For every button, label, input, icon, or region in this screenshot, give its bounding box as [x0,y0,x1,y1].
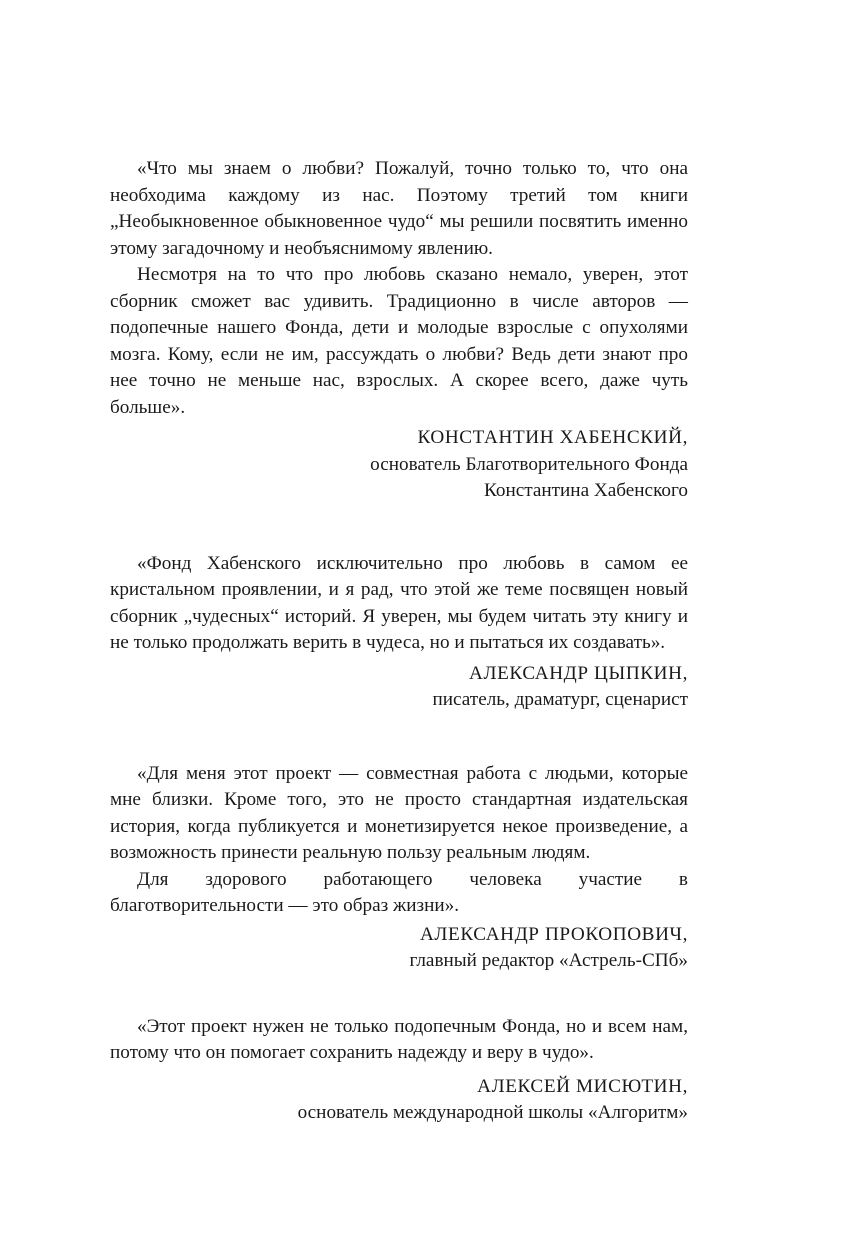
author-role: главный редактор «Астрель-СПб» [409,950,688,971]
attribution [110,661,688,714]
quote-block-prokopovich [110,761,688,975]
quote-block-misyutin [110,1014,688,1127]
author-role: Константина Хабенского [484,480,688,501]
attribution [110,922,688,975]
page-content [110,156,688,1127]
quote-block-tsypkin [110,551,688,714]
quote-paragraph: «Этот проект нужен не только подопечным Фонда, но и всем нам, потому что он помогает сохранить надежду и веру в чудо». [110,1015,688,1063]
author-role: писатель, драматург, сценарист [432,689,688,710]
quote-paragraph: «Фонд Хабенского исключительно про любовь в самом ее кристальном проявлении, и я рад, что этой же теме посвящен новый сборник „чудесных“ историй. Я уверен, мы будем читать эту книгу и не только продолжать верить в чудеса, но и пытаться их создавать». [110,552,688,653]
quote-block-khabensky [110,156,688,505]
author-name: КОНСТАНТИН ХАБЕНСКИЙ, [417,427,688,448]
quote-paragraph: Несмотря на то что про любовь сказано немало, уверен, этот сборник сможет вас удивить. Традиционно в числе авторов — подопечные нашего Фонда, дети и молодые взрослые с опухолями мозга. Кому, если не им, рассуждать о любви? Ведь дети знают про нее точно не меньше нас, взрослых. А скорее всего, даже чуть больше». [110,264,688,418]
author-role: основатель Благотворительного Фонда [370,453,688,475]
author-name: АЛЕКСАНДР ЦЫПКИН, [469,662,688,684]
quote-paragraph: Для здорового работающего человека участие в благотворительности — это образ жизни». [110,868,688,916]
author-role: основатель международной школы «Алгоритм» [297,1102,688,1123]
author-name: АЛЕКСЕЙ МИСЮТИН, [477,1075,688,1097]
attribution [110,425,688,505]
quote-paragraph: «Что мы знаем о любви? Пожалуй, точно только то, что она необходима каждому из нас. Поэтому третий том книги „Необыкновенное обыкновенное чудо“ мы решили посвятить именно этому загадочному и необъяснимому явлению. [110,158,688,259]
author-name: АЛЕКСАНДР ПРОКОПОВИЧ, [419,923,688,945]
quote-paragraph: «Для меня этот проект — совместная работа с людьми, которые мне близки. Кроме того, это не просто стандартная издательская история, когда публикуется и монетизируется некое произведение, а возможность принести реальную пользу реальным людям. [110,762,688,863]
attribution [110,1074,688,1127]
